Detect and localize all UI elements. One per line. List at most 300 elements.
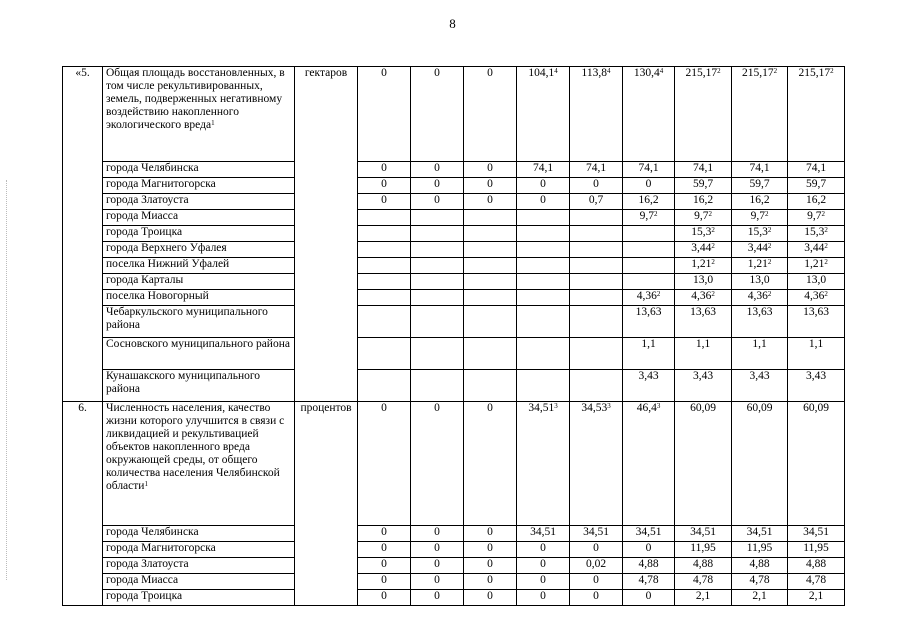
indicators-table <box>62 66 845 606</box>
value-cell <box>788 590 845 606</box>
cell-value: 11,95 <box>690 542 716 554</box>
value-cell <box>464 242 517 258</box>
value-cell <box>570 402 623 526</box>
table-row <box>63 178 845 194</box>
cell-value: 4,78 <box>692 574 714 586</box>
value-cell <box>732 542 788 558</box>
value-cell <box>788 306 845 338</box>
value-cell <box>788 242 845 258</box>
value-cell <box>623 558 675 574</box>
cell-value: 0 <box>593 178 599 190</box>
cell-value: 0 <box>593 542 599 554</box>
municipality-name: города Златоуста <box>103 194 295 210</box>
value-cell <box>623 67 675 162</box>
footnote-mark: 2 <box>711 242 715 250</box>
cell-value: 3,44 <box>747 242 768 254</box>
value-cell <box>732 290 788 306</box>
value-cell <box>623 194 675 210</box>
value-cell <box>675 306 732 338</box>
value-cell <box>358 178 411 194</box>
value-cell <box>411 574 464 590</box>
cell-value: 3,43 <box>692 370 714 382</box>
value-cell <box>675 370 732 402</box>
value-cell <box>517 526 570 542</box>
cell-value: 13,63 <box>803 306 829 318</box>
cell-value: 46,4 <box>636 402 657 414</box>
indicator-title-text: Общая площадь восстановленных, в том числе рекультивированных, земель, подверженных негативному воздействию накопленного экологического вреда <box>106 67 285 131</box>
value-cell <box>517 574 570 590</box>
value-cell <box>358 574 411 590</box>
cell-value: 3,43 <box>805 370 827 382</box>
value-cell <box>570 590 623 606</box>
value-cell <box>732 194 788 210</box>
cell-value: 215,17 <box>685 67 718 79</box>
cell-value: 1,1 <box>695 338 711 350</box>
footnote-mark: 3 <box>554 402 558 410</box>
cell-value: 74,1 <box>805 162 827 174</box>
footnote-mark: 2 <box>824 242 828 250</box>
value-cell <box>411 370 464 402</box>
cell-value: 0 <box>487 590 493 602</box>
cell-value: 0 <box>381 67 387 79</box>
cell-value: 11,95 <box>803 542 829 554</box>
value-cell <box>675 67 732 162</box>
value-cell <box>570 274 623 290</box>
value-cell <box>675 274 732 290</box>
value-cell <box>732 370 788 402</box>
value-cell <box>358 306 411 338</box>
value-cell <box>464 194 517 210</box>
value-cell <box>411 178 464 194</box>
footnote-mark: 2 <box>708 210 712 218</box>
cell-value: 0 <box>434 67 440 79</box>
cell-value: 74,1 <box>638 162 659 174</box>
cell-value: 0 <box>434 402 440 414</box>
value-cell <box>732 162 788 178</box>
value-cell <box>517 558 570 574</box>
cell-value: 74,1 <box>585 162 607 174</box>
value-cell <box>411 338 464 370</box>
value-cell <box>623 402 675 526</box>
cell-value: 59,7 <box>692 178 714 190</box>
cell-value: 34,51 <box>803 526 829 538</box>
cell-value: 4,78 <box>749 574 770 586</box>
table-row <box>63 306 845 338</box>
value-cell <box>675 258 732 274</box>
footnote-mark: 2 <box>764 210 769 218</box>
value-cell <box>464 338 517 370</box>
value-cell <box>570 67 623 162</box>
cell-value: 3,43 <box>749 370 770 382</box>
cell-value: 215,17 <box>798 67 831 79</box>
municipality-name: города Верхнего Уфалея <box>103 242 295 258</box>
value-cell <box>788 290 845 306</box>
cell-value: 0 <box>645 178 652 190</box>
value-cell <box>788 526 845 542</box>
value-cell <box>570 290 623 306</box>
value-cell <box>675 338 732 370</box>
table-row <box>63 558 845 574</box>
cell-value: 0 <box>487 194 493 206</box>
value-cell <box>788 67 845 162</box>
value-cell <box>517 590 570 606</box>
value-cell <box>788 210 845 226</box>
footnote-mark: 3 <box>656 402 661 410</box>
value-cell <box>623 274 675 290</box>
cell-value: 0 <box>381 178 387 190</box>
value-cell <box>517 290 570 306</box>
cell-value: 34,51 <box>690 526 716 538</box>
value-cell <box>570 370 623 402</box>
value-cell <box>788 574 845 590</box>
footnote-mark: 2 <box>717 67 721 75</box>
municipality-name: города Миасса <box>103 210 295 226</box>
value-cell <box>623 574 675 590</box>
cell-value: 0 <box>381 526 387 538</box>
value-cell <box>623 542 675 558</box>
cell-value: 4,88 <box>805 558 827 570</box>
value-cell <box>517 242 570 258</box>
value-cell <box>517 178 570 194</box>
cell-value: 4,36 <box>636 290 657 302</box>
value-cell <box>675 558 732 574</box>
value-cell <box>732 306 788 338</box>
cell-value: 9,7 <box>694 210 709 222</box>
cell-value: 34,51 <box>530 526 556 538</box>
cell-value: 13,63 <box>746 306 773 318</box>
cell-value: 0 <box>540 178 546 190</box>
cell-value: 130,4 <box>633 67 660 79</box>
value-cell <box>411 258 464 274</box>
value-cell <box>464 370 517 402</box>
indicator-title-text: Численность населения, качество жизни которого улучшится в связи с ликвидацией и рекультивацией объектов накопленного вреда окружающей среды, от общего количества населения Челябинской области <box>106 402 285 492</box>
value-cell <box>411 306 464 338</box>
value-cell <box>623 526 675 542</box>
value-cell <box>464 210 517 226</box>
cell-value: 13,63 <box>635 306 662 318</box>
municipality-name: Чебаркульского муниципального района <box>103 306 295 338</box>
cell-value: 4,36 <box>804 290 825 302</box>
value-cell <box>411 194 464 210</box>
table-row <box>63 67 845 162</box>
value-cell <box>788 274 845 290</box>
row-number: «5. <box>63 67 103 402</box>
cell-value: 34,51 <box>746 526 773 538</box>
table-row <box>63 542 845 558</box>
table-row <box>63 194 845 210</box>
table-row <box>63 210 845 226</box>
value-cell <box>675 178 732 194</box>
cell-value: 0 <box>487 574 493 586</box>
value-cell <box>788 194 845 210</box>
footnote-mark: 2 <box>767 226 772 234</box>
cell-value: 1,21 <box>691 258 712 270</box>
value-cell <box>623 290 675 306</box>
value-cell <box>788 370 845 402</box>
value-cell <box>732 274 788 290</box>
cell-value: 60,09 <box>803 402 829 414</box>
footnote-mark: 4 <box>606 67 611 75</box>
cell-value: 0 <box>487 542 493 554</box>
cell-value: 0 <box>434 574 440 586</box>
footnote-mark: 2 <box>824 226 828 234</box>
value-cell <box>732 338 788 370</box>
cell-value: 2,1 <box>808 590 824 602</box>
value-cell <box>788 338 845 370</box>
value-cell <box>570 258 623 274</box>
value-cell <box>732 178 788 194</box>
municipality-name: города Златоуста <box>103 558 295 574</box>
municipality-name: города Троицка <box>103 590 295 606</box>
unit-cell: гектаров <box>295 67 358 402</box>
value-cell <box>623 370 675 402</box>
cell-value: 3,43 <box>638 370 659 382</box>
footnote-mark: 2 <box>830 67 834 75</box>
value-cell <box>788 226 845 242</box>
cell-value: 0 <box>540 574 546 586</box>
cell-value: 16,2 <box>638 194 659 206</box>
municipality-name: Сосновского муниципального района <box>103 338 295 370</box>
municipality-name: города Челябинска <box>103 526 295 542</box>
value-cell <box>517 274 570 290</box>
cell-value: 0 <box>540 542 546 554</box>
cell-value: 9,7 <box>750 210 765 222</box>
cell-value: 0 <box>381 590 387 602</box>
cell-value: 16,2 <box>692 194 714 206</box>
value-cell <box>411 242 464 258</box>
footnote-mark: 2 <box>767 290 772 298</box>
indicator-title <box>103 402 295 526</box>
cell-value: 0 <box>381 558 387 570</box>
cell-value: 34,51 <box>528 402 555 414</box>
value-cell <box>623 306 675 338</box>
value-cell <box>788 402 845 526</box>
value-cell <box>732 590 788 606</box>
cell-value: 4,88 <box>638 558 659 570</box>
cell-value: 4,36 <box>691 290 712 302</box>
value-cell <box>570 574 623 590</box>
value-cell <box>358 370 411 402</box>
value-cell <box>732 67 788 162</box>
value-cell <box>788 542 845 558</box>
cell-value: 4,78 <box>805 574 827 586</box>
cell-value: 0 <box>645 590 652 602</box>
cell-value: 0,7 <box>588 194 604 206</box>
value-cell <box>732 558 788 574</box>
footnote-mark: 4 <box>659 67 664 75</box>
cell-value: 1,1 <box>752 338 767 350</box>
table-row <box>63 590 845 606</box>
cell-value: 34,53 <box>581 402 608 414</box>
table-row <box>63 274 845 290</box>
value-cell <box>675 590 732 606</box>
municipality-name: поселка Нижний Уфалей <box>103 258 295 274</box>
footnote-mark: 2 <box>711 226 715 234</box>
municipality-name: поселка Новогорный <box>103 290 295 306</box>
value-cell <box>732 402 788 526</box>
cell-value: 0 <box>593 590 599 602</box>
value-cell <box>411 542 464 558</box>
cell-value: 0 <box>434 590 440 602</box>
table-row <box>63 402 845 526</box>
footnote-mark: 2 <box>767 242 772 250</box>
value-cell <box>517 67 570 162</box>
cell-value: 0 <box>381 162 387 174</box>
unit-cell: процентов <box>295 402 358 606</box>
cell-value: 4,88 <box>692 558 714 570</box>
value-cell <box>464 542 517 558</box>
value-cell <box>464 258 517 274</box>
footnote-mark: 2 <box>653 210 658 218</box>
value-cell <box>464 526 517 542</box>
cell-value: 0 <box>381 574 387 586</box>
cell-value: 1,1 <box>641 338 656 350</box>
value-cell <box>732 226 788 242</box>
value-cell <box>517 162 570 178</box>
cell-value: 34,51 <box>583 526 609 538</box>
cell-value: 0 <box>434 194 440 206</box>
cell-value: 0 <box>540 194 546 206</box>
value-cell <box>675 526 732 542</box>
value-cell <box>464 162 517 178</box>
value-cell <box>358 226 411 242</box>
value-cell <box>517 194 570 210</box>
footnote-mark: 3 <box>607 402 611 410</box>
value-cell <box>517 258 570 274</box>
value-cell <box>464 402 517 526</box>
cell-value: 1,21 <box>747 258 768 270</box>
cell-value: 60,09 <box>746 402 773 414</box>
cell-value: 15,3 <box>804 226 825 238</box>
value-cell <box>411 402 464 526</box>
value-cell <box>675 290 732 306</box>
value-cell <box>517 306 570 338</box>
footnote-mark: 2 <box>824 290 828 298</box>
value-cell <box>464 590 517 606</box>
value-cell <box>358 67 411 162</box>
value-cell <box>623 258 675 274</box>
value-cell <box>358 194 411 210</box>
cell-value: 13,0 <box>692 274 714 286</box>
value-cell <box>675 162 732 178</box>
cell-value: 0 <box>487 162 493 174</box>
value-cell <box>411 274 464 290</box>
cell-value: 0 <box>487 558 493 570</box>
value-cell <box>732 242 788 258</box>
cell-value: 16,2 <box>749 194 770 206</box>
value-cell <box>358 526 411 542</box>
cell-value: 0 <box>487 67 493 79</box>
value-cell <box>732 258 788 274</box>
cell-value: 0 <box>381 402 387 414</box>
value-cell <box>358 290 411 306</box>
table-row <box>63 226 845 242</box>
table-row <box>63 258 845 274</box>
cell-value: 0 <box>487 178 493 190</box>
cell-value: 11,95 <box>746 542 773 554</box>
cell-value: 3,44 <box>691 242 712 254</box>
table-row <box>63 526 845 542</box>
value-cell <box>464 274 517 290</box>
cell-value: 0 <box>487 402 493 414</box>
municipality-name: города Троицка <box>103 226 295 242</box>
table-row <box>63 370 845 402</box>
value-cell <box>788 162 845 178</box>
cell-value: 113,8 <box>581 67 607 79</box>
page-number: 8 <box>449 16 456 31</box>
value-cell <box>464 178 517 194</box>
municipality-name: города Магнитогорска <box>103 542 295 558</box>
table-row <box>63 242 845 258</box>
cell-value: 0 <box>381 194 387 206</box>
cell-value: 0 <box>434 542 440 554</box>
cell-value: 13,0 <box>805 274 827 286</box>
cell-value: 3,44 <box>804 242 825 254</box>
value-cell <box>411 162 464 178</box>
footnote-mark: 2 <box>773 67 778 75</box>
value-cell <box>732 574 788 590</box>
value-cell <box>570 542 623 558</box>
value-cell <box>358 242 411 258</box>
value-cell <box>358 274 411 290</box>
value-cell <box>464 558 517 574</box>
value-cell <box>788 178 845 194</box>
cell-value: 2,1 <box>752 590 767 602</box>
value-cell <box>675 574 732 590</box>
value-cell <box>358 162 411 178</box>
value-cell <box>788 258 845 274</box>
cell-value: 60,09 <box>690 402 716 414</box>
value-cell <box>358 558 411 574</box>
value-cell <box>411 210 464 226</box>
value-cell <box>411 226 464 242</box>
value-cell <box>623 226 675 242</box>
value-cell <box>675 226 732 242</box>
value-cell <box>464 574 517 590</box>
value-cell <box>517 210 570 226</box>
municipality-name: Кунашакского муниципального района <box>103 370 295 402</box>
cell-value: 9,7 <box>807 210 822 222</box>
value-cell <box>358 338 411 370</box>
cell-value: 4,78 <box>638 574 659 586</box>
cell-value: 0 <box>593 574 599 586</box>
value-cell <box>517 402 570 526</box>
value-cell <box>358 210 411 226</box>
value-cell <box>570 306 623 338</box>
table-row <box>63 574 845 590</box>
municipality-name: города Челябинска <box>103 162 295 178</box>
footnote-mark: 2 <box>711 258 715 266</box>
indicator-title <box>103 67 295 162</box>
cell-value: 104,1 <box>528 67 555 79</box>
footnote-mark: 2 <box>656 290 661 298</box>
value-cell <box>623 210 675 226</box>
cell-value: 0 <box>434 526 440 538</box>
cell-value: 0 <box>487 526 493 538</box>
value-cell <box>411 67 464 162</box>
cell-value: 1,1 <box>808 338 824 350</box>
cell-value: 9,7 <box>639 210 654 222</box>
cell-value: 0 <box>434 162 440 174</box>
cell-value: 215,17 <box>741 67 774 79</box>
cell-value: 0 <box>434 558 440 570</box>
value-cell <box>464 306 517 338</box>
municipality-name: города Карталы <box>103 274 295 290</box>
cell-value: 13,0 <box>749 274 770 286</box>
value-cell <box>732 526 788 542</box>
footnote-mark: 1 <box>144 480 148 488</box>
cell-value: 0 <box>381 542 387 554</box>
